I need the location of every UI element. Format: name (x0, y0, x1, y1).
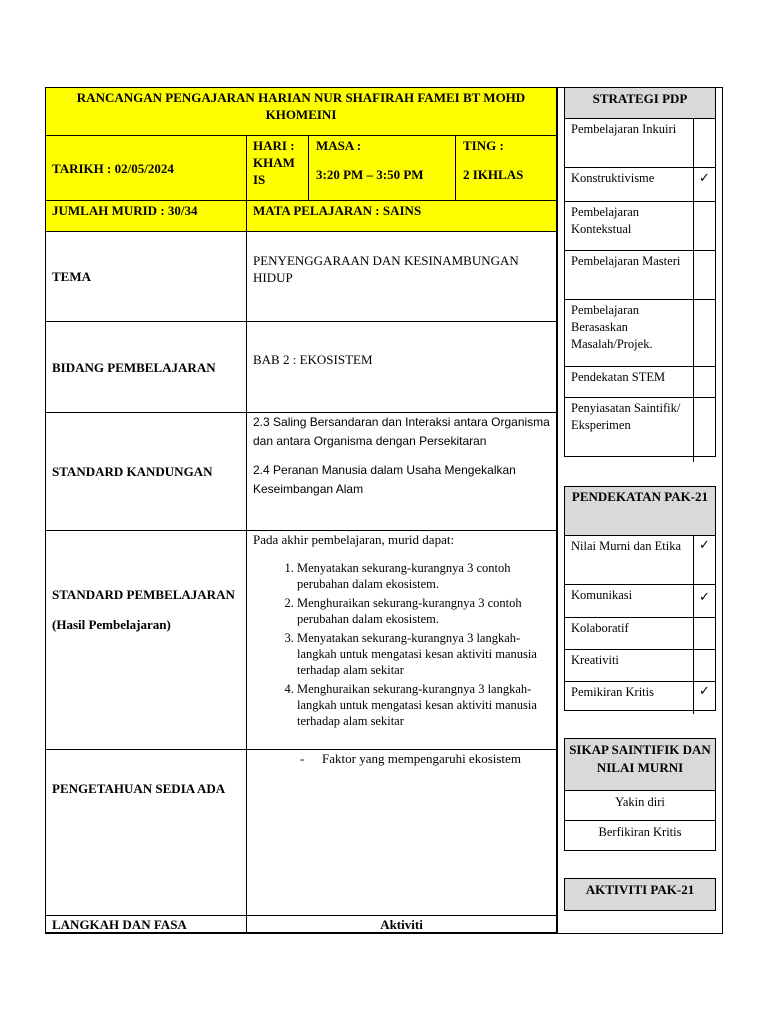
lesson-plan-title-text: RANCANGAN PENGAJARAN HARIAN NUR SHAFIRAH FAMEI BT MOHD KHOMEINI (76, 90, 526, 122)
check-icon: ✓ (699, 538, 710, 553)
standard-kandungan-label-cell (46, 413, 247, 531)
hari-label: HARI : (253, 138, 295, 153)
strategi-row (565, 300, 715, 367)
tema-label: TEMA (52, 269, 91, 284)
jumlah-murid-text: JUMLAH MURID : 30/34 (52, 203, 198, 218)
pendekatan-label: Kolaboratif (565, 618, 694, 649)
objectives-intro: Pada akhir pembelajaran, murid dapat: (253, 532, 455, 547)
standard-kandungan-item: 2.4 Peranan Manusia dalam Usaha Mengekalkan Keseimbangan Alam (253, 463, 516, 496)
standard-kandungan-value-cell (247, 413, 557, 531)
mata-pelajaran-cell (247, 201, 557, 232)
tema-value: PENYENGGARAAN DAN KESINAMBUNGAN HIDUP (253, 253, 519, 285)
pengetahuan-dash: - (300, 751, 305, 766)
strategi-row (565, 168, 715, 202)
list-item: 3. Menyatakan sekurang-kurangnya 3 langkah-langkah untuk mengatasi kesan aktiviti manusia terhadap alam sekitar (297, 630, 550, 678)
hari-cell (247, 136, 309, 201)
ting-value: 2 IKHLAS (463, 167, 524, 182)
list-item: 1. Menyatakan sekurang-kurangnya 3 contoh perubahan dalam ekosistem. (297, 560, 550, 592)
hari-value: KHAM IS (253, 155, 295, 187)
sikap-item: Yakin diri (565, 791, 715, 821)
masa-label: MASA : (316, 138, 362, 153)
strategi-pdp-title: STRATEGI PDP (565, 88, 715, 119)
bidang-value: BAB 2 : EKOSISTEM (253, 352, 373, 367)
strategi-row (565, 202, 715, 251)
pendekatan-row (565, 682, 715, 714)
strategi-row (565, 367, 715, 398)
sikap-saintifik-box (564, 738, 716, 851)
list-item: 2. Menghuraikan sekurang-kurangnya 3 contoh perubahan dalam ekosistem. (297, 595, 550, 627)
aktiviti-label: Aktiviti (380, 917, 423, 932)
objectives-list (253, 560, 550, 729)
hasil-pembelajaran-label: (Hasil Pembelajaran) (52, 617, 171, 632)
check-icon (694, 650, 715, 681)
strategi-label: Pembelajaran Kontekstual (565, 202, 694, 250)
pendekatan-pak21-title: PENDEKATAN PAK-21 (565, 487, 715, 536)
aktiviti-pak21-title: AKTIVITI PAK-21 (565, 879, 715, 910)
check-icon: ✓ (699, 684, 710, 699)
pengetahuan-value-cell (247, 750, 557, 916)
jumlah-murid-cell (46, 201, 247, 232)
strategi-label: Konstruktivisme (565, 168, 694, 201)
strategi-row (565, 251, 715, 300)
standard-kandungan-label: STANDARD KANDUNGAN (52, 464, 213, 479)
pengetahuan-label-cell (46, 750, 247, 916)
check-icon: ✓ (699, 171, 710, 186)
masa-cell (309, 136, 456, 201)
check-icon (694, 300, 715, 366)
tarikh-cell (46, 136, 247, 201)
pendekatan-label: Komunikasi (565, 585, 694, 617)
check-icon (694, 251, 715, 299)
bidang-label: BIDANG PEMBELAJARAN (52, 359, 216, 375)
ting-cell (456, 136, 557, 201)
standard-pembelajaran-value-cell (247, 531, 557, 750)
tema-value-cell (247, 232, 557, 322)
pendekatan-row (565, 536, 715, 585)
ting-label: TING : (463, 138, 504, 153)
standard-pembelajaran-label-cell (46, 531, 247, 750)
strategi-pdp-box (564, 87, 716, 457)
list-item: 4. Menghuraikan sekurang-kurangnya 3 langkah-langkah untuk mengatasi kesan aktiviti manusia terhadap alam sekitar (297, 681, 550, 729)
strategi-label: Pembelajaran Inkuiri (565, 119, 694, 167)
check-icon (694, 367, 715, 397)
check-icon: ✓ (699, 590, 710, 605)
pengetahuan-value: Faktor yang mempengaruhi ekosistem (322, 751, 521, 766)
tema-label-cell (46, 232, 247, 322)
masa-value: 3:20 PM – 3:50 PM (316, 167, 424, 182)
strategi-label: Pembelajaran Berasaskan Masalah/Projek. (565, 300, 694, 366)
pendekatan-label: Pemikiran Kritis (565, 682, 694, 714)
pendekatan-row (565, 585, 715, 618)
tarikh-text: TARIKH : 02/05/2024 (52, 160, 174, 176)
aktiviti-cell (247, 916, 557, 933)
pengetahuan-label: PENGETAHUAN SEDIA ADA (52, 781, 226, 796)
sikap-saintifik-title: SIKAP SAINTIFIK DAN NILAI MURNI (565, 739, 715, 791)
check-icon (694, 618, 715, 649)
column-divider (557, 87, 558, 934)
pendekatan-label: Nilai Murni dan Etika (565, 536, 694, 584)
strategi-label: Pendekatan STEM (565, 367, 694, 397)
pendekatan-label: Kreativiti (565, 650, 694, 681)
check-icon (694, 202, 715, 250)
pendekatan-row (565, 618, 715, 650)
strategi-label: Penyiasatan Saintifik/ Eksperimen (565, 398, 694, 462)
standard-kandungan-item: 2.3 Saling Bersandaran dan Interaksi antara Organisma dan antara Organisma dengan Persekitaran (253, 415, 550, 448)
mata-pelajaran-text: MATA PELAJARAN : SAINS (253, 203, 422, 218)
pendekatan-row (565, 650, 715, 682)
sikap-item: Berfikiran Kritis (598, 825, 682, 839)
pendekatan-pak21-box (564, 486, 716, 711)
strategi-row (565, 119, 715, 168)
bidang-label-cell (46, 322, 247, 413)
aktiviti-pak21-box (564, 878, 716, 911)
check-icon (694, 398, 715, 462)
langkah-cell (46, 916, 247, 933)
strategi-row (565, 398, 715, 462)
langkah-label: LANGKAH DAN FASA (52, 917, 187, 932)
lesson-plan-title (46, 88, 557, 136)
standard-pembelajaran-label: STANDARD PEMBELAJARAN (52, 587, 235, 602)
check-icon (694, 119, 715, 167)
strategi-label: Pembelajaran Masteri (565, 251, 694, 299)
bidang-value-cell (247, 322, 557, 413)
